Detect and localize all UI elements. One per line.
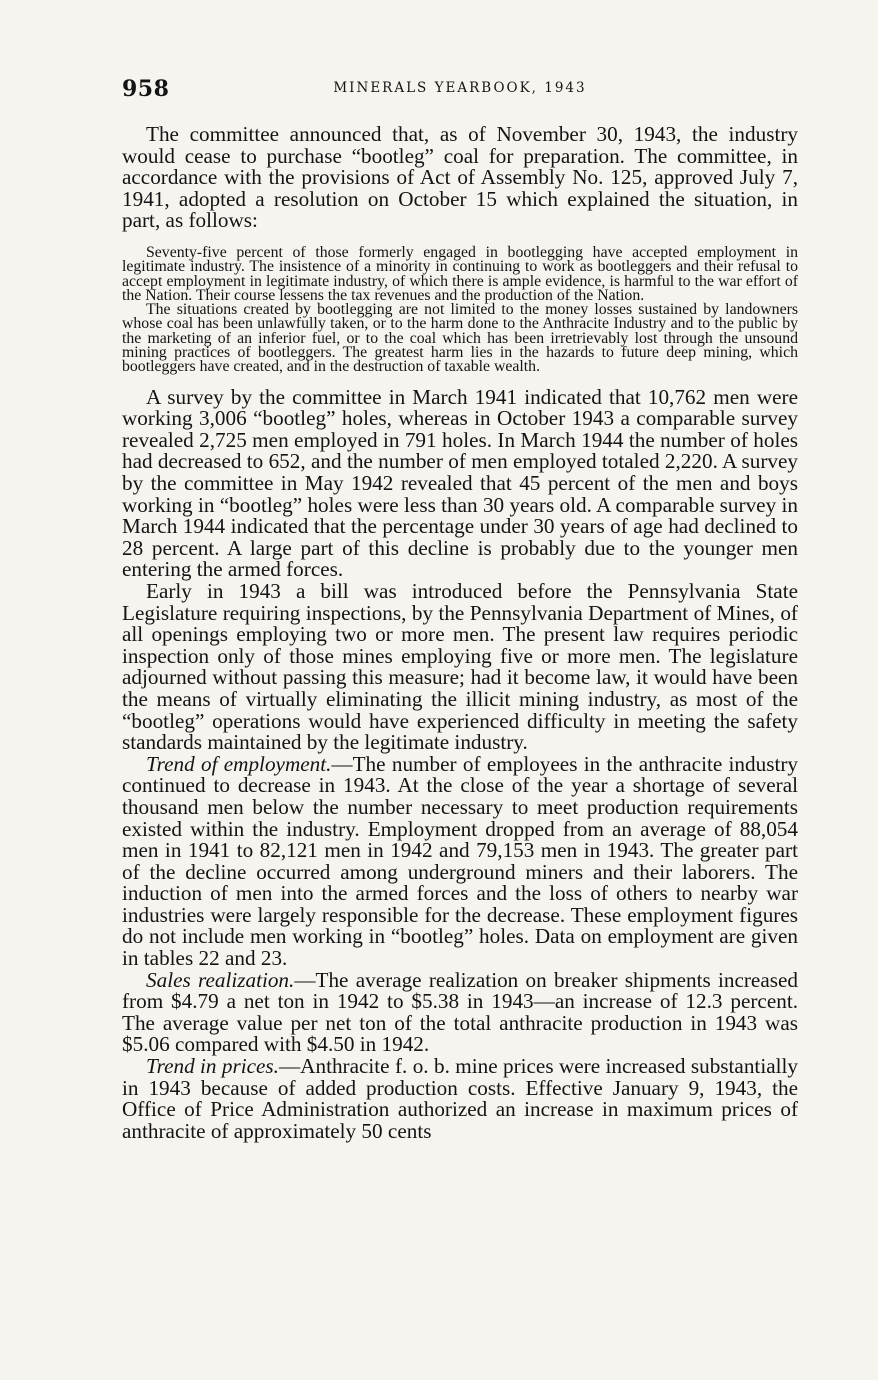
- page-number: 958: [122, 76, 170, 102]
- quote-paragraph: The situations created by bootlegging are not limited to the money losses sustained by landowners whose coal has been unlawfully taken, or to the harm done to the Anthracite Industry and to the public by the marketing of an inferior fuel, or to the coal which has been irretrievably lost through the unsound mining practices of bootleggers. The greatest harm lies in the hazards to future deep mining, which bootleggers have created, and in the destruction of taxable wealth.: [122, 301, 798, 376]
- paragraph: A survey by the committee in March 1941 indicated that 10,762 men were working 3,006 “bootleg” holes, whereas in October 1943 a comparable survey revealed 2,725 men employed in 791 holes. In March 1944 the number of holes had decreased to 652, and the number of men employed totaled 2,220. A survey by the committee in May 1942 revealed that 45 percent of the men and boys working in “bootleg” holes were less than 30 years old. A comparable survey in March 1944 indicated that the percentage under 30 years of age had declined to 28 percent. A large part of this decline is probably due to the younger men entering the armed forces.: [122, 384, 798, 582]
- paragraph-heading: Sales realization.: [146, 967, 295, 992]
- paragraph: The committee announced that, as of November 30, 1943, the industry would cease to purchase “bootleg” coal for preparation. The committee, in accordance with the provisions of Act of Assembly No. 125, approved July 7, 1941, adopted a resolution on October 15 which explained the situation, in part, as follows:: [122, 122, 798, 233]
- block-quote: [122, 243, 798, 376]
- paragraph-heading: Trend of employment.: [146, 751, 332, 776]
- quote-paragraph: Seventy-five percent of those formerly engaged in bootlegging have accepted employment in legitimate industry. The insistence of a minority in continuing to work as bootleggers and their refusal to accept employment in legitimate industry, of which there is ample evidence, is harmful to the war effort of the Nation. Their course lessens the tax revenues and the production of the Nation.: [122, 243, 798, 304]
- paragraph-text: —The average realization on breaker shipments increased from $4.79 a net ton in 1942 to $5.38 in 1943—an increase of 12.3 percent. The average value per net ton of the total anthracite production in 1943 was $5.06 compared with $4.50 in 1942.: [122, 967, 798, 1057]
- paragraph-heading: Trend in prices.: [146, 1054, 279, 1079]
- headed-paragraph: [122, 967, 798, 1057]
- page-header: [122, 76, 798, 110]
- running-head: MINERALS YEARBOOK, 1943: [333, 80, 587, 96]
- paragraph-text: —The number of employees in the anthracite industry continued to decrease in 1943. At the close of the year a shortage of several thousand men below the number necessary to meet production requirements existed within the industry. Employment dropped from an average of 88,054 men in 1941 to 82,121 men in 1942 and 79,153 men in 1943. The greater part of the decline occurred among underground miners and their laborers. The induction of men into the armed forces and the loss of others to nearby war industries were largely responsible for the decrease. These employment figures do not include men working in “bootleg” holes. Data on employment are given in tables 22 and 23.: [122, 751, 798, 971]
- paragraph-text: —Anthracite f. o. b. mine prices were increased substantially in 1943 because of added production costs. Effective January 9, 1943, the Office of Price Administration authorized an increase in maximum prices of anthracite of approximately 50 cents: [122, 1054, 798, 1143]
- paragraph: Early in 1943 a bill was introduced before the Pennsylvania State Legislature requiring inspections, by the Pennsylvania Department of Mines, of all openings employing two or more men. The present law requires periodic inspection only of those mines employing five or more men. The legislature adjourned without passing this measure; had it become law, it would have been the means of virtually eliminating the illicit mining industry, as most of the “bootleg” operations would have experienced difficulty in meeting the safety standards maintained by the legitimate industry.: [122, 578, 798, 755]
- headed-paragraph: [122, 751, 798, 971]
- headed-paragraph: [122, 1056, 798, 1142]
- body-text: [122, 124, 798, 1142]
